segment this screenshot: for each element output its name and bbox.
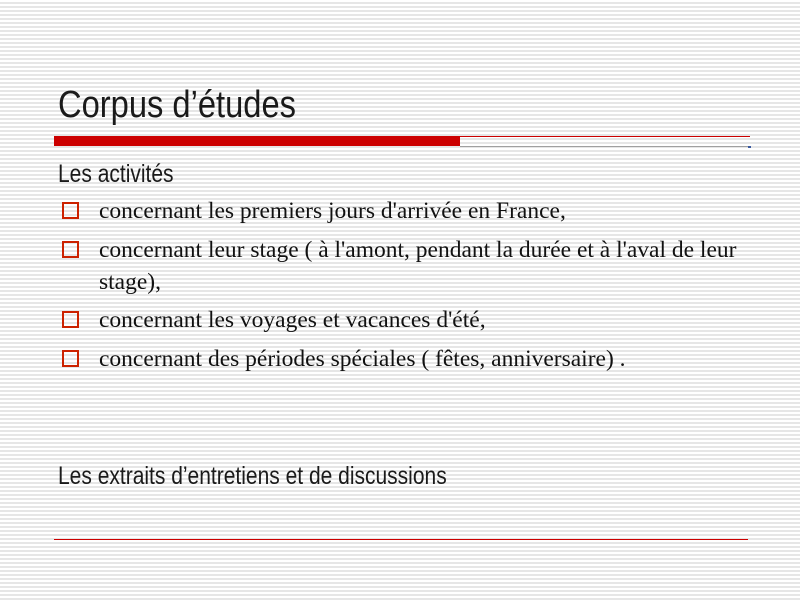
hollow-square-bullet-icon bbox=[62, 311, 79, 328]
hollow-square-bullet-icon bbox=[62, 241, 79, 258]
bullet-text: concernant les voyages et vacances d'été, bbox=[99, 307, 486, 333]
hollow-square-bullet-icon bbox=[62, 202, 79, 219]
bullet-text: concernant leur stage ( à l'amont, pendant la durée et à l'aval de leur stage), bbox=[99, 237, 737, 295]
hollow-square-bullet-icon bbox=[62, 350, 79, 367]
list-item bbox=[58, 304, 748, 337]
slide-title: Corpus d’études bbox=[58, 84, 296, 126]
list-item bbox=[58, 234, 748, 298]
list-item bbox=[58, 341, 748, 377]
title-underline-gray bbox=[460, 146, 750, 147]
section-heading-activities: Les activités bbox=[58, 160, 174, 188]
section-heading-extracts: Les extraits d’entretiens et de discussions bbox=[58, 462, 447, 490]
footer-rule bbox=[54, 539, 748, 540]
bullet-text: concernant les premiers jours d'arrivée en France, bbox=[99, 198, 566, 224]
bullet-list bbox=[58, 195, 748, 383]
list-item bbox=[58, 195, 748, 228]
title-underline-accent bbox=[54, 137, 460, 146]
bullet-text: concernant des périodes spéciales ( fêtes, anniversaire) . bbox=[99, 346, 626, 372]
decorative-corner-mark bbox=[748, 146, 751, 148]
